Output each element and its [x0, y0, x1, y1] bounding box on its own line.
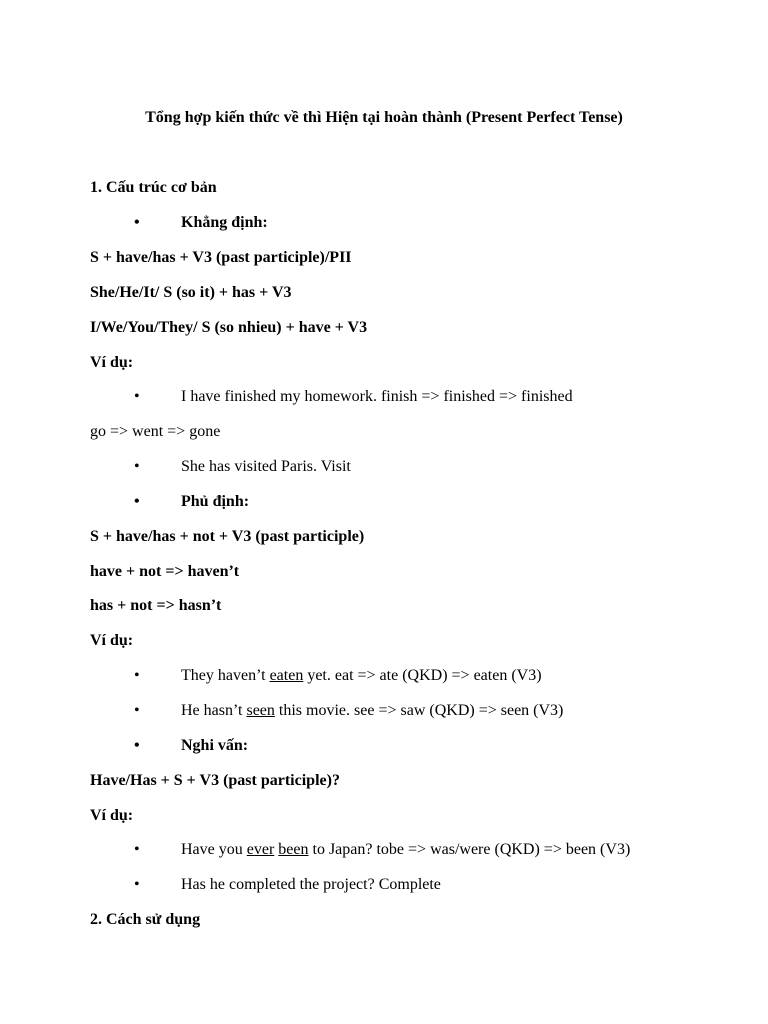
bullet: • [134, 458, 140, 475]
affirmative-example-1-note: go => went => gone [90, 423, 221, 440]
question-heading: Nghi vấn: [181, 737, 249, 754]
bullet: • [134, 737, 140, 754]
affirmative-formula: S + have/has + V3 (past participle)/PII [90, 249, 352, 266]
underlined-word: ever [246, 841, 275, 858]
text-part: He hasn’t [181, 702, 247, 719]
negative-contraction-have: have + not => haven’t [90, 563, 240, 580]
negative-example-1 [181, 666, 542, 686]
bullet: • [134, 388, 140, 405]
document-title: Tổng hợp kiến thức về thì Hiện tại hoàn thành (Present Perfect Tense) [145, 109, 623, 126]
example-label: Ví dụ: [90, 632, 134, 649]
bullet: • [134, 876, 140, 893]
question-example-1 [181, 840, 630, 860]
negative-heading: Phủ định: [181, 493, 250, 510]
bullet: • [134, 841, 140, 858]
example-label: Ví dụ: [90, 807, 134, 824]
negative-example-2 [181, 701, 563, 721]
example-label: Ví dụ: [90, 354, 134, 371]
underlined-word: been [278, 841, 309, 858]
affirmative-example-2: She has visited Paris. Visit [181, 458, 351, 475]
text-part: to Japan? tobe => was/were (QKD) => been (V3) [308, 841, 631, 858]
underlined-word: eaten [269, 667, 304, 684]
underlined-word: seen [246, 702, 275, 719]
bullet: • [134, 702, 140, 719]
negative-formula: S + have/has + not + V3 (past participle) [90, 528, 365, 545]
affirmative-formula-singular: She/He/It/ S (so it) + has + V3 [90, 284, 292, 301]
bullet: • [134, 493, 140, 510]
affirmative-example-1: I have finished my homework. finish => finished => finished [181, 388, 573, 405]
text-part: They haven’t [181, 667, 270, 684]
bullet: • [134, 214, 140, 231]
section-1-heading: 1. Cấu trúc cơ bản [90, 179, 217, 196]
section-2-heading: 2. Cách sử dụng [90, 911, 201, 928]
bullet: • [134, 667, 140, 684]
text-part: Have you [181, 841, 247, 858]
text-part: this movie. see => saw (QKD) => seen (V3) [274, 702, 564, 719]
question-formula: Have/Has + S + V3 (past participle)? [90, 772, 340, 789]
text-part: yet. eat => ate (QKD) => eaten (V3) [303, 667, 542, 684]
negative-contraction-has: has + not => hasn’t [90, 597, 222, 614]
affirmative-formula-plural: I/We/You/They/ S (so nhieu) + have + V3 [90, 319, 368, 336]
question-example-2: Has he completed the project? Complete [181, 876, 441, 893]
affirmative-heading: Khẳng định: [181, 214, 268, 231]
